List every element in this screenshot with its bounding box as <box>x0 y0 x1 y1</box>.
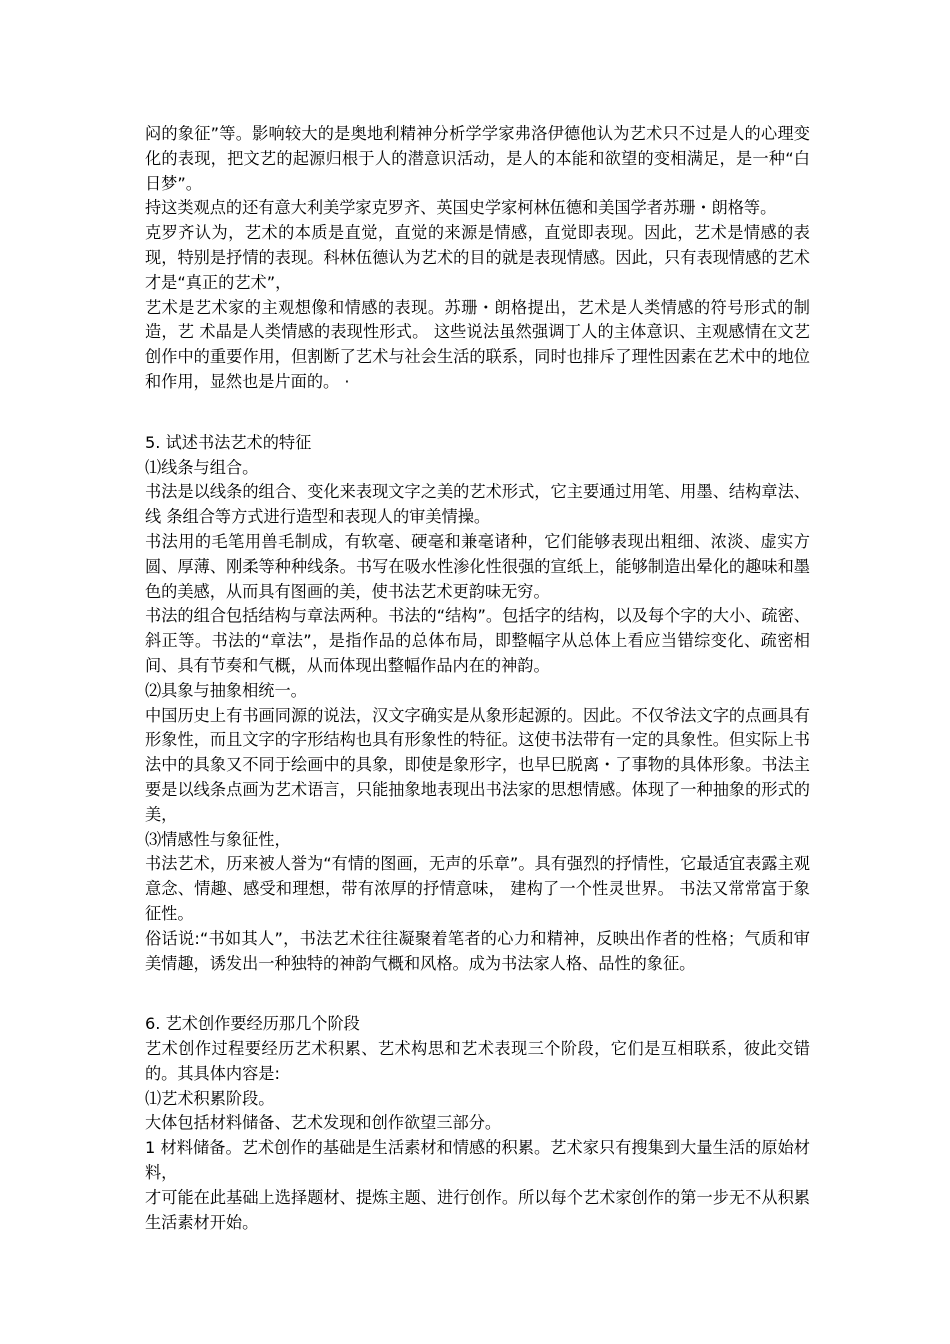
paragraph: 书法是以线条的组合、变化来表现文字之美的艺术形式，它主要通过用笔、用墨、结构章法、线 条组合等方式进行造型和表现人的审美情操。 <box>145 482 810 527</box>
paragraph: 1 材料储备。艺术创作的基础是生活素材和情感的积累。艺术家只有搜集到大量生活的原始材料， <box>145 1138 810 1183</box>
paragraph: 中国历史上有书画同源的说法，汉文字确实是从象形起源的。因此。不仅爷法文字的点画具有形象性，而且文字的字形结构也具有形象性的特征。这使书法带有一定的具象性。但实际上书法中的具象又不同于绘画中的具象，即使是象形字，也早巳脱离・了事物的具体形象。书法主要是以线条点画为艺术语言，只能抽象地表现出书法家的思想情感。体现了一种抽象的形式的美， <box>145 705 810 824</box>
paragraph: 书法用的毛笔用兽毛制成，有软毫、硬毫和兼毫诸种，它们能够表现出粗细、浓淡、虚实方圆、厚薄、刚柔等种种线条。书写在吸水性渗化性很强的宣纸上，能够制造出晕化的趣味和墨色的美感，从而具有图画的美，使书法艺术更韵味无穷。 <box>145 531 810 601</box>
subheading: ⑴艺术积累阶段。 <box>145 1088 275 1108</box>
paragraph: 克罗齐认为，艺术的本质是直觉，直觉的来源是情感，直觉即表现。因此，艺术是情感的表现，特别是抒情的表现。科林伍德认为艺术的目的就是表现情感。因此，只有表现情感的艺术才是“真正的艺术”， <box>145 223 810 292</box>
paragraph: 艺术创作过程要经历艺术积累、艺术构思和艺术表现三个阶段，它们是互相联系，彼此交错的。其具体内容是: <box>145 1039 810 1083</box>
paragraph: 书法的组合包括结构与章法两种。书法的“结构”。包括字的结构，以及每个字的大小、疏密、斜正等。书法的“章法”，是指作品的总体布局，即整幅字从总体上看应当错综变化、疏密相间、具有节奏和气概，从而体现出整幅作品内在的神韵。 <box>145 606 810 675</box>
subheading: ⑴线条与组合。 <box>145 457 259 477</box>
paragraph: 大体包括材料储备、艺术发现和创作欲望三部分。 <box>145 1113 502 1133</box>
paragraph: 俗话说:“书如其人”，书法艺术往往凝聚着笔者的心力和精神，反映出作者的性格；气质和审美情趣，诱发出一种独特的神韵气概和风格。成为书法家人格、品性的象征。 <box>145 928 810 973</box>
subheading: ⑵具象与抽象相统一。 <box>145 680 307 700</box>
section-6 <box>145 1012 810 1235</box>
intro-section <box>145 122 810 395</box>
paragraph: 持这类观点的还有意大利美学家克罗齐、英国史学家柯林伍德和美国学者苏珊・朗格等。 <box>145 198 777 218</box>
paragraph: 艺术是艺术家的主观想像和情感的表现。苏珊・朗格提出，艺术是人类情感的符号形式的制造，艺 术晶是人类情感的表现性形式。 这些说法虽然强调丁人的主体意识、主观感情在文艺创作中的重要作用，但割断了艺术与社会生活的联系，同时也排斥了理性因素在艺术中的地位和作用，显然也是片面的。 · <box>145 297 810 391</box>
section-5 <box>145 431 810 977</box>
paragraph: 闷的象征”等。影响较大的是奥地利精神分析学学家弗洛伊德他认为艺术只不过是人的心理变化的表现，把文艺的起源归根于人的潜意识活动，是人的本能和欲望的变相满足，是一种“白日梦”。 <box>145 124 810 193</box>
section-title: 6. 艺术创作要经历那几个阶段 <box>145 1014 360 1034</box>
subheading: ⑶情感性与象征性， <box>145 829 291 849</box>
section-title: 5. 试述书法艺术的特征 <box>145 432 312 452</box>
paragraph: 书法艺术，历来被人誉为“有情的图画，无声的乐章”。具有强烈的抒情性，它最适宜表露主观意念、情趣、感受和理想，带有浓厚的抒情意味， 建构了一个性灵世界。 书法又常常富于象征性。 <box>145 854 810 923</box>
paragraph: 才可能在此基础上选择题材、提炼主题、进行创作。所以每个艺术家创作的第一步无不从积累生活素材开始。 <box>145 1187 810 1232</box>
